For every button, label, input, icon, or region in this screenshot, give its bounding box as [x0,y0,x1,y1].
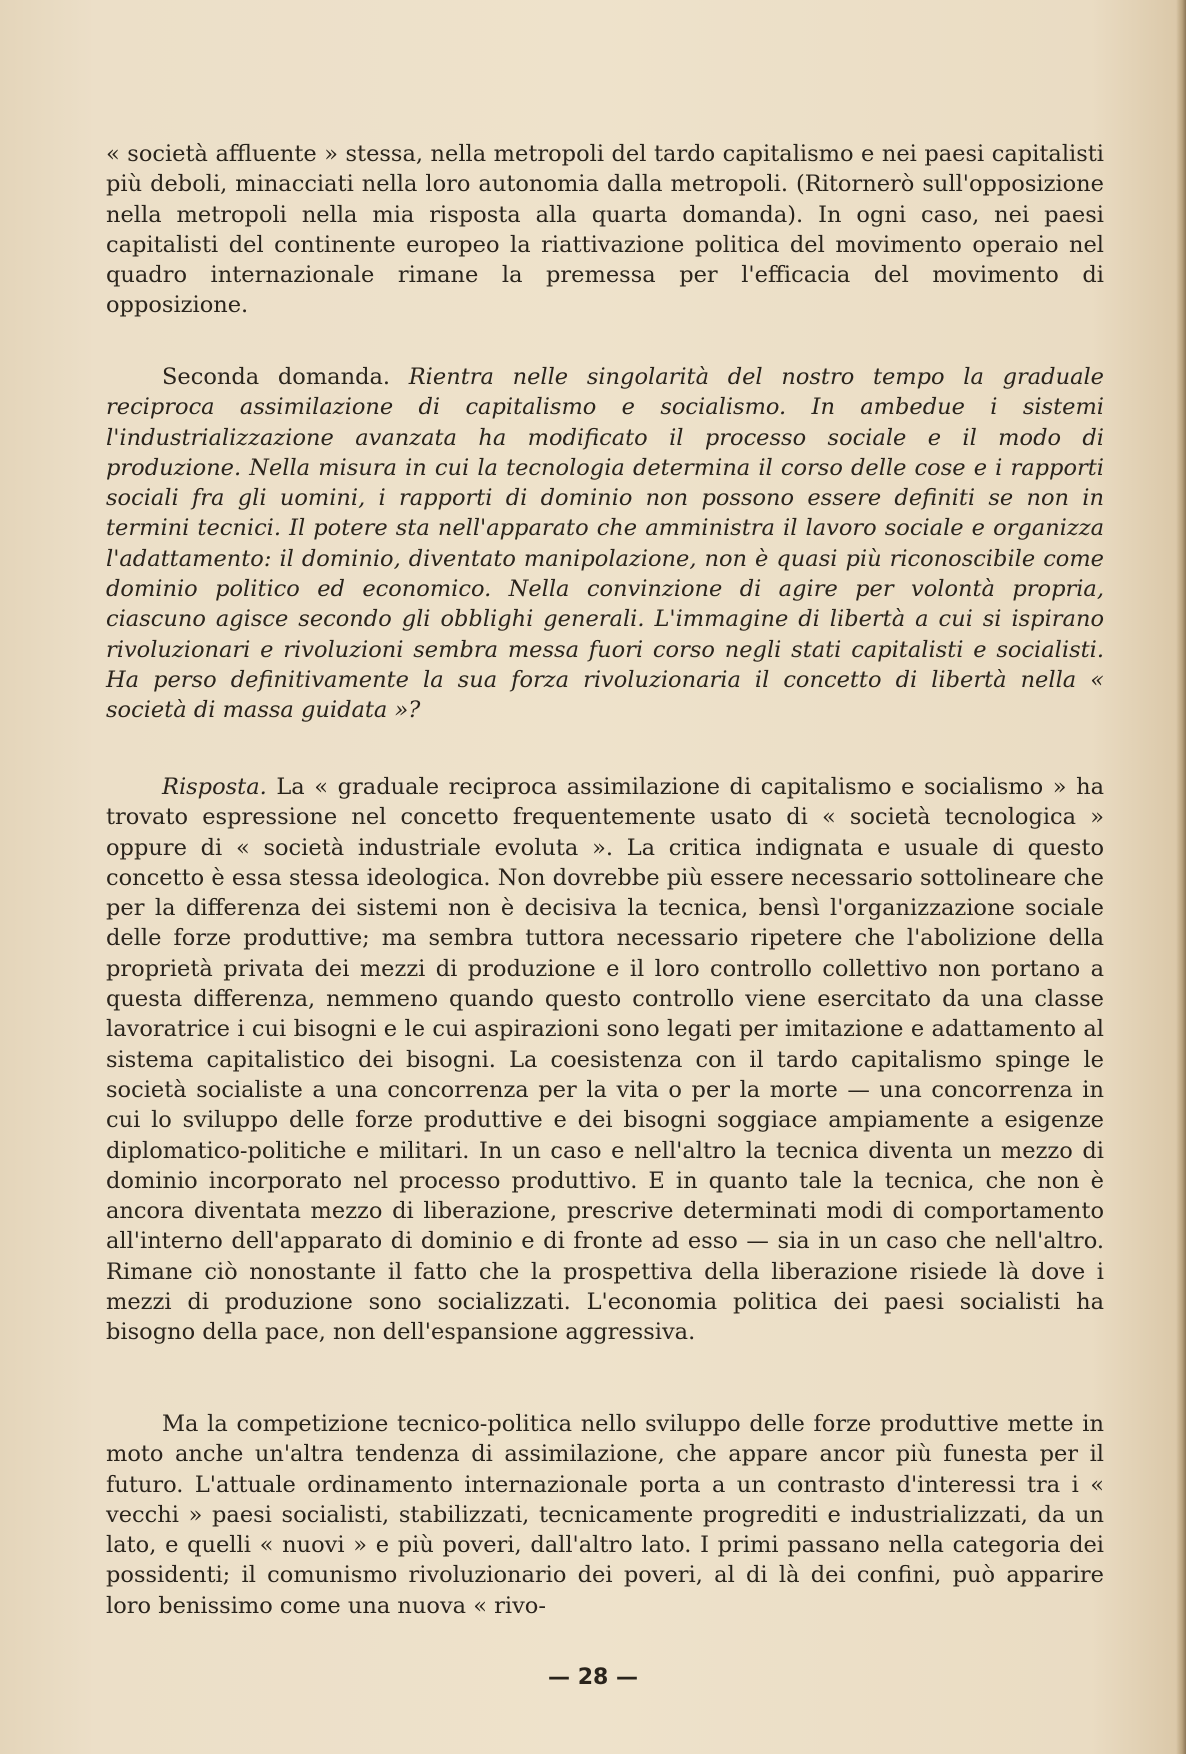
paragraph-answer-2 [106,772,1104,1348]
page-edge-shadow [1176,0,1186,1754]
paragraph-question-2 [106,362,1104,726]
paragraph-1-text: « società affluente » stessa, nella metropoli del tardo capitalismo e nei paesi capitalisti più deboli, minacciati nella loro autonomia dalla metropoli. (Ritornerò sull'opposizione nella metropoli nella mia risposta alla quarta domanda). In ogni caso, nei paesi capitalisti del continente europeo la riattivazione politica del movimento operaio nel quadro internazionale rimane la premessa per l'efficacia del movimento di opposizione. [106,141,1104,319]
paragraph-4-text: Ma la competizione tecnico-politica nello sviluppo delle forze produttive mette in moto anche un'altra tendenza di assimilazione, che appare ancor più funesta per il futuro. L'attuale ordinamento internazionale porta a un contrasto d'interessi tra i « vecchi » paesi socialisti, stabilizzati, tecnicamente progrediti e industrializzati, da un lato, e quelli « nuovi » e più poveri, dall'altro lato. I primi passano nella categoria dei possidenti; il comunismo rivoluzionario dei poveri, al di là dei confini, può apparire loro benissimo come una nuova « rivo- [106,1411,1104,1619]
page-number: — 28 — [548,1665,638,1690]
answer-2-text [106,772,1104,1348]
answer-2-body: La « graduale reciproca assimilazione di capitalismo e socialismo » ha trovato espressione nel concetto frequentemente usato di « società tecnologica » oppure di « società industriale evoluta ». La critica indignata e usuale di questo concetto è essa stessa ideologica. Non dovrebbe più essere necessario sottolineare che per la differenza dei sistemi non è decisiva la tecnica, bensì l'organizzazione sociale delle forze produttive; ma sembra tuttora necessario ripetere che l'abolizione della proprietà privata dei mezzi di produzione e il loro controllo collettivo non portano a questa differenza, nemmeno quando questo controllo viene esercitato da una classe lavoratrice i cui bisogni e le cui aspirazioni sono legati per imitazione e adattamento al sistema capitalistico dei bisogni. La coesistenza con il tardo capitalismo spinge le società socialiste a una concorrenza per la vita o per la morte — una concorrenza in cui lo sviluppo delle forze produttive e dei bisogni soggiace ampiamente a esigenze diplomatico-politiche e militari. In un caso e nell'altro la tecnica diventa un mezzo di dominio incorporato nel processo produttivo. E in quanto tale la tecnica, che non è ancora diventata mezzo di liberazione, prescrive determinati modi di comportamento all'interno dell'apparato di dominio e di fronte ad esso — sia in un caso che nell'altro. Rimane ciò nonostante il fatto che la prospettiva della liberazione risiede là dove i mezzi di produzione sono socializzati. L'economia politica dei paesi socialisti ha bisogno della pace, non dell'espansione aggressiva. [106,774,1104,1346]
question-2-text [106,362,1104,726]
question-2-body: Rientra nelle singolarità del nostro tempo la graduale reciproca assimilazione di capitalismo e socialismo. In ambedue i sistemi l'industrializzazione avanzata ha modificato il processo sociale e il modo di produzione. Nella misura in cui la tecnologia determina il corso delle cose e i rapporti sociali fra gli uomini, i rapporti di dominio non possono essere definiti se non in termini tecnici. Il potere sta nell'apparato che amministra il lavoro sociale e organizza l'adattamento: il dominio, diventato manipolazione, non è quasi più riconoscibile come dominio politico ed economico. Nella convinzione di agire per volontà propria, ciascuno agisce secondo gli obblighi generali. L'immagine di libertà a cui si ispirano rivoluzionari e rivoluzioni sembra messa fuori corso negli stati capitalisti e socialisti. Ha perso definitivamente la sua forza rivoluzionaria il concetto di libertà nella « società di massa guidata »? [106,364,1104,724]
answer-2-label: Risposta. [162,774,267,800]
paragraph-1 [106,139,1104,321]
paragraph-4 [106,1409,1104,1621]
question-2-label: Seconda domanda. [162,364,391,390]
